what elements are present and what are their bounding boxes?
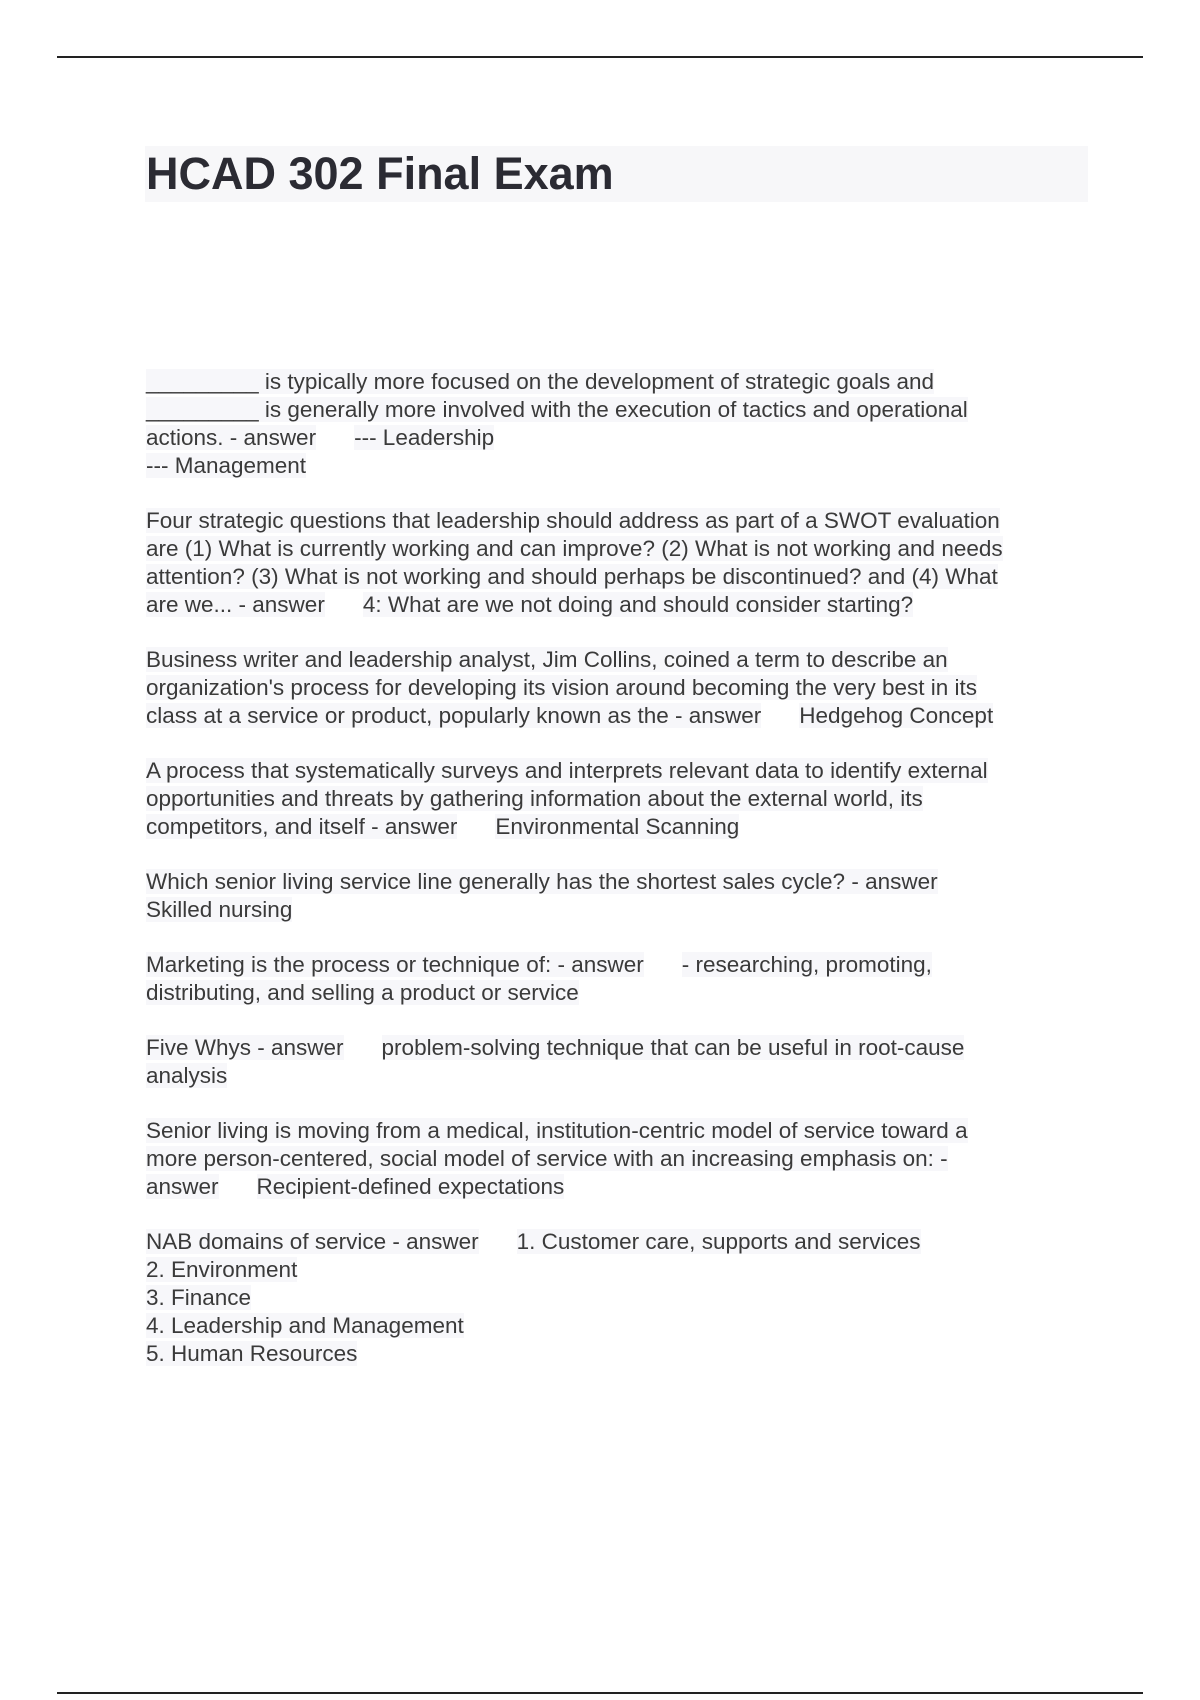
answer-3: Hedgehog Concept [799,703,994,728]
answer-2: 4: What are we not doing and should consider starting? [362,592,914,617]
qa-item-2 [146,507,1086,619]
bottom-rule [57,1692,1143,1694]
answer-6: - researching, promoting, distributing, and selling a product or service [146,952,932,1005]
qa-list [146,368,1086,1395]
question-9: NAB domains of service - answer [146,1229,479,1254]
page-title: HCAD 302 Final Exam [146,148,614,199]
question-1: _________ is typically more focused on the development of strategic goals and _________ is generally more involved with the execution of tactics and operational actions. - answer [146,369,968,450]
qa-item-5 [146,868,1086,924]
qa-item-1 [146,368,1086,480]
question-2: Four strategic questions that leadership should address as part of a SWOT evaluation are (1) What is currently working and can improve? (2) What is not working and needs attention? (3) What is not working and should perhaps be discontinued? and (4) What are we... - answer [146,508,1003,617]
answer-9: 1. Customer care, supports and services 2. Environment 3. Finance 4. Leadership and Management 5. Human Resources [146,1229,921,1366]
question-7: Five Whys - answer [146,1035,344,1060]
qa-item-9 [146,1228,1086,1368]
answer-5: Skilled nursing [146,897,293,922]
question-5: Which senior living service line generally has the shortest sales cycle? - answer [146,869,938,894]
question-4: A process that systematically surveys and interprets relevant data to identify external opportunities and threats by gathering information about the external world, its competitors, and itself - answer [146,758,988,839]
answer-4: Environmental Scanning [495,814,740,839]
top-rule [57,56,1143,58]
question-3: Business writer and leadership analyst, Jim Collins, coined a term to describe an organization's process for developing its vision around becoming the very best in its class at a service or product, popularly known as the - answer [146,647,977,728]
answer-7: problem-solving technique that can be useful in root-cause analysis [146,1035,965,1088]
qa-item-6 [146,951,1086,1007]
qa-item-7 [146,1034,1086,1090]
answer-8: Recipient-defined expectations [256,1174,565,1199]
qa-item-8 [146,1117,1086,1201]
answer-1: --- Leadership --- Management [146,425,495,478]
question-8: Senior living is moving from a medical, institution-centric model of service toward a more person-centered, social model of service with an increasing emphasis on: - answer [146,1118,968,1199]
question-6: Marketing is the process or technique of: - answer [146,952,644,977]
qa-item-4 [146,757,1086,841]
qa-item-3 [146,646,1086,730]
